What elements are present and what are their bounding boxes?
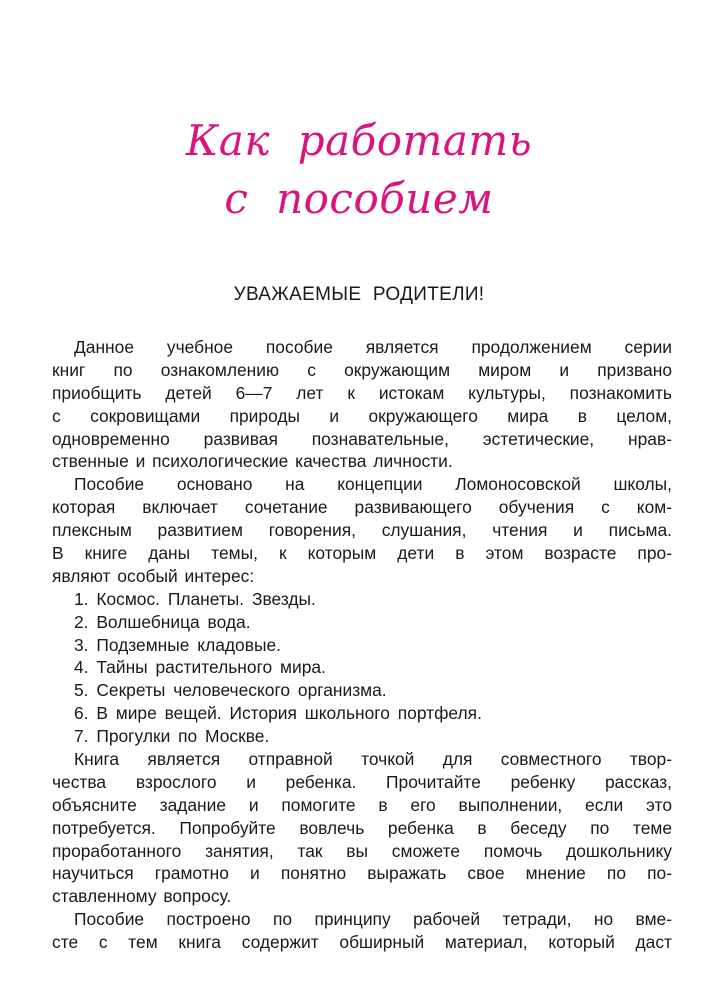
paragraph-2-line: В книге даны темы, к которым дети в этом возрасте про- [52, 543, 672, 564]
paragraph-1-line: одновременно развивая познавательные, эстетические, нрав- [52, 428, 672, 449]
topic-list-item: 4. Тайны растительного мира. [74, 657, 326, 678]
paragraph-1-line: приобщить детей 6—7 лет к истокам культуры, познакомить [52, 382, 672, 403]
paragraph-1-line: книг по ознакомлению с окружающим миром и призвано [52, 359, 672, 380]
paragraph-1-line: ственные и психологические качества личности. [52, 451, 453, 472]
page-title-line-2: с пособием [224, 174, 494, 223]
paragraph-3-line: проработанного занятия, так вы сможете помочь дошкольнику [52, 840, 672, 861]
paragraph-2-line: являют особый интерес: [52, 565, 255, 586]
paragraph-1-line: Данное учебное пособие является продолжением серии [74, 337, 672, 357]
paragraph-2-line: плексным развитием говорения, слушания, чтения и письма. [52, 520, 672, 541]
topic-list-item: 6. В мире вещей. История школьного портфеля. [74, 703, 482, 724]
paragraph-3-line: чества взрослого и ребенка. Прочитайте ребенку рассказ, [52, 771, 672, 792]
topic-list-item: 3. Подземные кладовые. [74, 634, 281, 655]
paragraph-3-line: ставленному вопросу. [52, 886, 232, 907]
paragraph-2-line: Пособие основано на концепции Ломоносовской школы, [74, 474, 672, 495]
paragraph-3-line: научиться грамотно и понятно выражать свое мнение по по- [52, 863, 672, 884]
paragraph-4-line: сте с тем книга содержит обширный материал, который даст [52, 932, 672, 953]
paragraph-1-line: с сокровищами природы и окружающего мира в целом, [52, 405, 672, 426]
topic-list-item: 1. Космос. Планеты. Звезды. [74, 588, 316, 609]
topic-list-item: 2. Волшебница вода. [74, 611, 251, 632]
paragraph-4-line: Пособие построено по принципу рабочей тетради, но вме- [74, 909, 672, 930]
topic-list-item: 5. Секреты человеческого организма. [74, 680, 387, 701]
paragraph-3-line: объясните задание и помогите в его выполнении, если это [52, 794, 672, 815]
paragraph-2-line: которая включает сочетание развивающего обучения с ком- [52, 497, 672, 518]
paragraph-3-line: потребуется. Попробуйте вовлечь ребенка в беседу по теме [52, 817, 672, 838]
page-title-line-1: Как работать [185, 116, 533, 165]
paragraph-3-line: Книга является отправной точкой для совместного твор- [74, 749, 672, 770]
body-text [52, 336, 672, 954]
topic-list-item: 7. Прогулки по Москве. [74, 726, 270, 747]
section-heading: УВАЖАЕМЫЕ РОДИТЕЛИ! [233, 284, 485, 305]
